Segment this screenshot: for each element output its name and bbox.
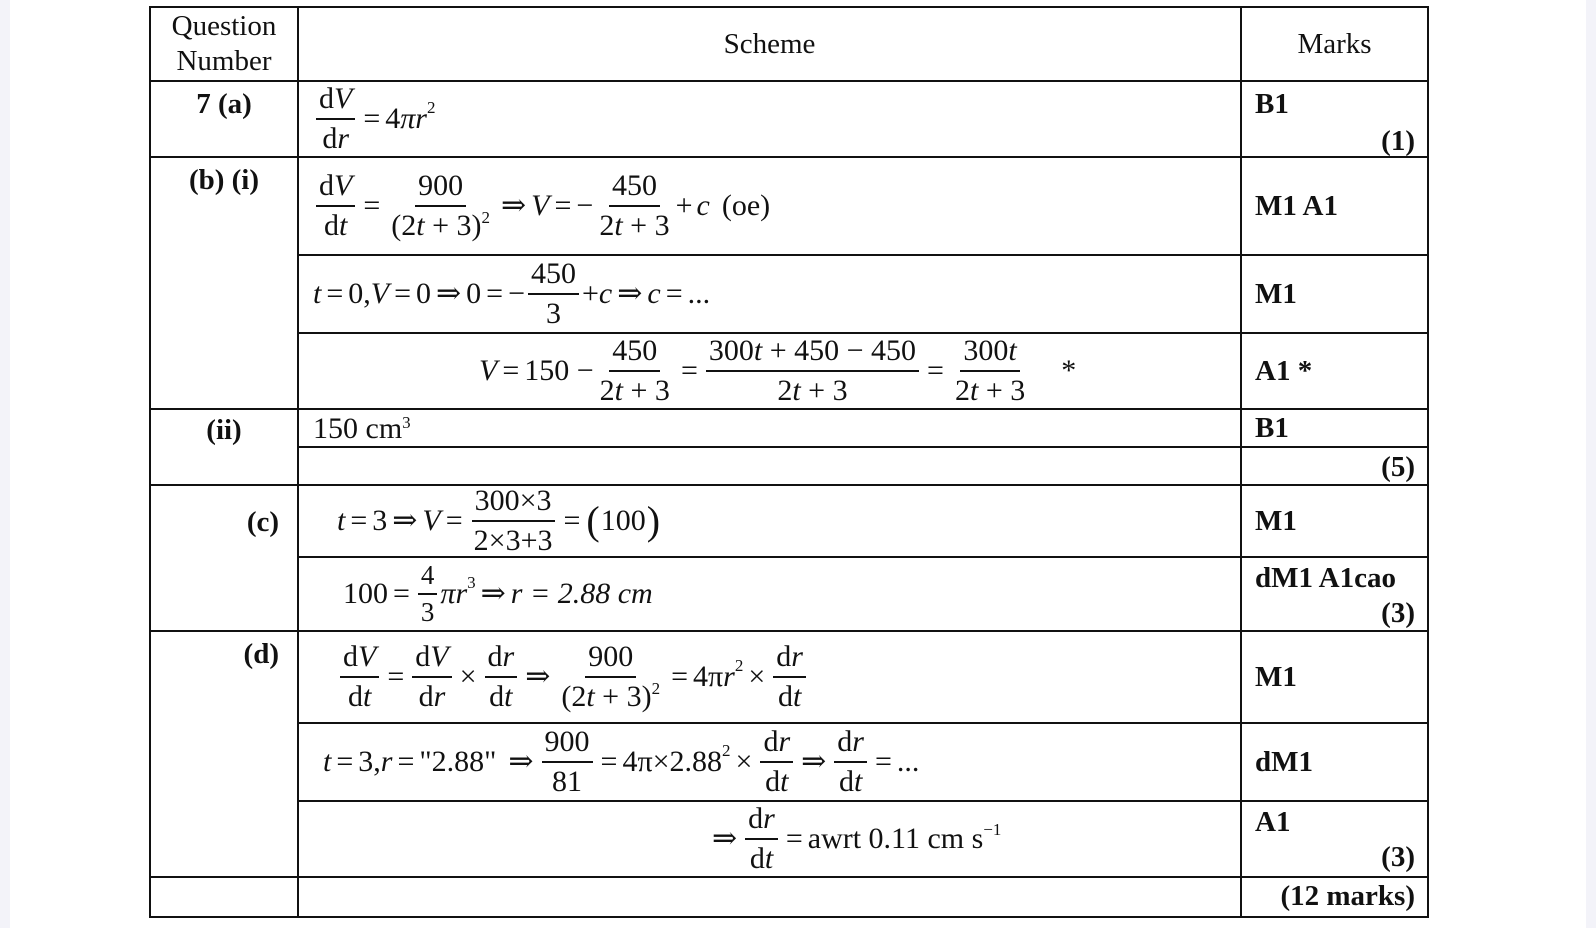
table-row xyxy=(150,557,1428,631)
equation-radius: 100 = $\frac{4}{3}$ πr $^3$ ⇒ r = 2.88 cm xyxy=(343,560,653,627)
answer-150cm: 150 cm xyxy=(313,412,403,445)
mark-m1: M1 xyxy=(1241,255,1428,333)
table-row xyxy=(150,631,1428,723)
result-radius: r = 2.88 cm xyxy=(510,577,653,610)
scheme-blank xyxy=(298,447,1241,485)
marks-subtotal-b xyxy=(1241,447,1428,485)
value-288: "2.88" xyxy=(419,745,497,778)
total-blank-scheme xyxy=(298,877,1241,917)
table-row xyxy=(150,723,1428,801)
mark-b1: B1 xyxy=(1255,88,1289,120)
mark-scheme-page xyxy=(10,0,1586,928)
result-rate: awrt 0.11 cm s xyxy=(807,822,984,855)
total-blank-q xyxy=(150,877,298,917)
mark-a1-d: A1 xyxy=(1255,806,1291,838)
scheme-7bi-3 xyxy=(298,333,1241,409)
equation-show-v: V = 150 − $\frac{450}{2t + 3}$ = $\frac{300t + 450 - 450}{2t + 3}$ = $\frac{300t}{2t + 3}$ * xyxy=(479,334,1077,407)
unit-power-minus1: −1 xyxy=(983,819,1002,839)
equation-integration: $\frac{dV}{dt}$ = $\frac{900}{(2t + 3)^2}$ ⇒ V = − $\frac{450}{2t + 3}$ + c (oe) xyxy=(313,171,770,241)
mark-dm1-d: dM1 xyxy=(1241,723,1428,801)
mark-b1-ii-label: B1 xyxy=(1255,412,1289,444)
mark-m1a1: M1 A1 xyxy=(1241,157,1428,255)
table-row xyxy=(150,409,1428,447)
equation-dvdr: $\frac{dV}{dr}$ = 4 πr $^2$ xyxy=(313,84,435,154)
question-label-7a: 7 (a) xyxy=(150,81,298,157)
scheme-7bi-1 xyxy=(298,157,1241,255)
subtotal-d: (3) xyxy=(1381,841,1415,873)
table-row xyxy=(150,81,1428,157)
mark-m1-d: M1 xyxy=(1241,631,1428,723)
table-row xyxy=(150,447,1428,485)
scheme-7d-2 xyxy=(298,723,1241,801)
scheme-7bi-2 xyxy=(298,255,1241,333)
equation-v-at-3: t = 3 ⇒ V = $\frac{300\times 3}{2\times 3+3}$ = ( 100 ) xyxy=(337,484,661,557)
marks-total xyxy=(1241,877,1428,917)
scheme-7c-2 xyxy=(298,557,1241,631)
question-label-7bii: (ii) xyxy=(150,409,298,485)
marks-7c-2 xyxy=(1241,557,1428,631)
table-row xyxy=(150,485,1428,557)
scheme-7d-3 xyxy=(298,801,1241,877)
mark-scheme-table xyxy=(149,6,1429,918)
table-row xyxy=(150,157,1428,255)
scheme-7c-1 xyxy=(298,485,1241,557)
table-row xyxy=(150,877,1428,917)
subtotal-c: (3) xyxy=(1381,597,1415,629)
header-question-number: Question Number xyxy=(150,7,298,81)
marks-7d-3 xyxy=(1241,801,1428,877)
total-marks: (12 marks) xyxy=(1280,880,1415,912)
scheme-7bii xyxy=(298,409,1241,447)
mark-b1-ii xyxy=(1241,409,1428,447)
equation-constant: t = 0, V = 0 ⇒ 0 = − $\frac{450}{3}$ + c ⇒ c = ... xyxy=(313,257,711,330)
equation-substitute: t = 3, r = "2.88" ⇒ $\frac{900}{81}$ = 4π×2.88 $^2$ × $\frac{dr}{dt}$ ⇒ $\frac{dr}{dt}$ = ... xyxy=(323,725,920,798)
mark-m1-c: M1 xyxy=(1241,485,1428,557)
marks-7a xyxy=(1241,81,1428,157)
mark-a1-star: A1 * xyxy=(1241,333,1428,409)
header-scheme: Scheme xyxy=(298,7,1241,81)
table-header-row xyxy=(150,7,1428,81)
scheme-7a xyxy=(298,81,1241,157)
equation-chain-rule: $\frac{dV}{dt}$ = $\frac{dV}{dr}$ × $\frac{dr}{dt}$ ⇒ $\frac{900}{(2t + 3)^2}$ = 4π r $^2$ × $\frac{dr}{dt}$ xyxy=(337,642,809,712)
equation-final-rate: ⇒ $\frac{dr}{dt}$ = awrt 0.11 cm s $^{-1}$ xyxy=(712,802,1002,875)
mark-dm1a1cao: dM1 A1cao xyxy=(1255,562,1396,594)
subtotal-7a: (1) xyxy=(1381,125,1415,157)
table-row xyxy=(150,333,1428,409)
table-row xyxy=(150,801,1428,877)
question-label-7bi: (b) (i) xyxy=(150,157,298,409)
star-marker: * xyxy=(1061,354,1077,387)
unit-power-3: 3 xyxy=(402,413,411,432)
header-marks: Marks xyxy=(1241,7,1428,81)
table-row xyxy=(150,255,1428,333)
question-label-7d: (d) xyxy=(150,631,298,877)
result-100: 100 xyxy=(600,504,646,537)
subtotal-b: (5) xyxy=(1381,451,1415,483)
scheme-7d-1 xyxy=(298,631,1241,723)
question-label-7c: (c) xyxy=(150,485,298,631)
